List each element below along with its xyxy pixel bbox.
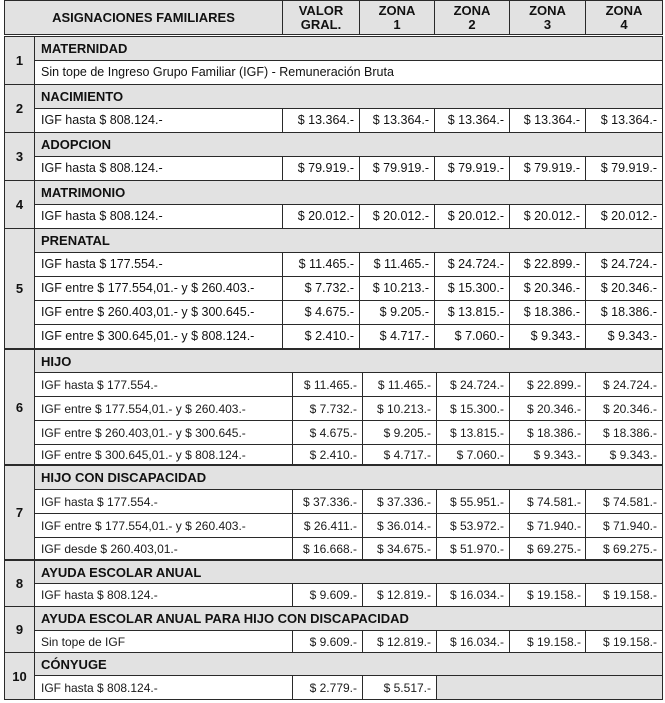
row-label: IGF hasta $ 808.124.- — [34, 204, 283, 229]
value-zona-4: $ 24.724.- — [585, 372, 663, 397]
value-zona-4: $ 71.940.- — [585, 513, 663, 538]
value-zona-1: $ 10.213.- — [362, 396, 437, 421]
value-zona-2: $ 15.300.- — [434, 276, 510, 301]
value-valor-gral: $ 11.465.- — [292, 372, 363, 397]
section-number: 6 — [4, 349, 35, 465]
empty-merged-cell — [436, 675, 663, 700]
row-label: IGF entre $ 300.645,01.- y $ 808.124.- — [34, 444, 293, 465]
value-zona-3: $ 22.899.- — [509, 252, 586, 277]
row-label: IGF hasta $ 808.124.- — [34, 583, 293, 607]
value-zona-3: $ 9.343.- — [509, 444, 586, 465]
row-label: IGF hasta $ 808.124.- — [34, 108, 283, 133]
header-zona-4 — [585, 0, 663, 35]
value-zona-3: $ 74.581.- — [509, 489, 586, 514]
value-zona-4: $ 20.346.- — [585, 276, 663, 301]
value-valor-gral: $ 9.609.- — [292, 630, 363, 653]
value-zona-2: $ 16.034.- — [436, 630, 510, 653]
header-zona-2-line2: 2 — [468, 16, 476, 32]
value-valor-gral: $ 4.675.- — [292, 420, 363, 445]
value-zona-3: $ 20.346.- — [509, 396, 586, 421]
value-zona-2: $ 20.012.- — [434, 204, 510, 229]
header-zona-2-line1: ZONA — [453, 2, 491, 18]
row-label: IGF hasta $ 177.554.- — [34, 372, 293, 397]
value-zona-3: $ 9.343.- — [509, 324, 586, 349]
value-valor-gral: $ 2.410.- — [282, 324, 360, 349]
value-zona-4: $ 24.724.- — [585, 252, 663, 277]
header-zona-1 — [359, 0, 435, 35]
header-valor-gral — [282, 0, 360, 35]
value-zona-3: $ 79.919.- — [509, 156, 586, 181]
value-zona-4: $ 19.158.- — [585, 630, 663, 653]
row-label: IGF entre $ 260.403,01.- y $ 300.645.- — [34, 300, 283, 325]
section-title: PRENATAL — [34, 228, 663, 253]
section-number: 8 — [4, 560, 35, 607]
value-zona-2: $ 13.815.- — [434, 300, 510, 325]
header-zona-4-line2: 4 — [620, 16, 628, 32]
header-zona-3 — [509, 0, 586, 35]
row-label: IGF entre $ 260.403,01.- y $ 300.645.- — [34, 420, 293, 445]
value-zona-2: $ 24.724.- — [434, 252, 510, 277]
value-valor-gral: $ 26.411.- — [292, 513, 363, 538]
value-zona-1: $ 13.364.- — [359, 108, 435, 133]
section-title: AYUDA ESCOLAR ANUAL — [34, 560, 663, 584]
section-number: 3 — [4, 132, 35, 181]
value-zona-2: $ 79.919.- — [434, 156, 510, 181]
row-label: IGF hasta $ 808.124.- — [34, 675, 293, 700]
value-zona-3: $ 71.940.- — [509, 513, 586, 538]
value-zona-4: $ 20.012.- — [585, 204, 663, 229]
header-valor-gral-line1: VALOR — [298, 2, 344, 18]
value-valor-gral: $ 7.732.- — [282, 276, 360, 301]
value-zona-4: $ 18.386.- — [585, 300, 663, 325]
header-zona-4-line1: ZONA — [605, 2, 643, 18]
value-zona-4: $ 19.158.- — [585, 583, 663, 607]
value-zona-4: $ 69.275.- — [585, 537, 663, 560]
value-zona-3: $ 20.012.- — [509, 204, 586, 229]
section-title: NACIMIENTO — [34, 84, 663, 109]
value-zona-1: $ 12.819.- — [362, 630, 437, 653]
header-zona-2 — [434, 0, 510, 35]
header-valor-gral-line2: GRAL. — [300, 16, 342, 32]
value-valor-gral: $ 79.919.- — [282, 156, 360, 181]
value-zona-4: $ 9.343.- — [585, 444, 663, 465]
section-number: 9 — [4, 606, 35, 653]
row-label: IGF entre $ 300.645,01.- y $ 808.124.- — [34, 324, 283, 349]
row-label: IGF hasta $ 177.554.- — [34, 252, 283, 277]
value-zona-3: $ 18.386.- — [509, 300, 586, 325]
section-title: HIJO — [34, 349, 663, 373]
value-zona-4: $ 13.364.- — [585, 108, 663, 133]
value-zona-3: $ 19.158.- — [509, 630, 586, 653]
value-zona-2: $ 13.815.- — [436, 420, 510, 445]
row-label: IGF desde $ 260.403,01.- — [34, 537, 293, 560]
value-zona-1: $ 34.675.- — [362, 537, 437, 560]
section-number: 5 — [4, 228, 35, 349]
row-label: Sin tope de IGF — [34, 630, 293, 653]
value-valor-gral: $ 11.465.- — [282, 252, 360, 277]
value-zona-1: $ 36.014.- — [362, 513, 437, 538]
section-title: MATRIMONIO — [34, 180, 663, 205]
value-zona-1: $ 10.213.- — [359, 276, 435, 301]
value-valor-gral: $ 9.609.- — [292, 583, 363, 607]
value-zona-2: $ 16.034.- — [436, 583, 510, 607]
value-zona-3: $ 13.364.- — [509, 108, 586, 133]
header-zona-1-line1: ZONA — [378, 2, 416, 18]
value-zona-4: $ 74.581.- — [585, 489, 663, 514]
value-zona-4: $ 9.343.- — [585, 324, 663, 349]
value-zona-1: $ 9.205.- — [359, 300, 435, 325]
row-label: IGF entre $ 177.554,01.- y $ 260.403.- — [34, 396, 293, 421]
value-valor-gral: $ 2.779.- — [292, 675, 363, 700]
value-zona-2: $ 13.364.- — [434, 108, 510, 133]
header-title: ASIGNACIONES FAMILIARES — [4, 0, 283, 35]
header-zona-3-line1: ZONA — [529, 2, 566, 18]
value-zona-2: $ 24.724.- — [436, 372, 510, 397]
section-number: 2 — [4, 84, 35, 133]
value-zona-1: $ 9.205.- — [362, 420, 437, 445]
section-number: 1 — [4, 36, 35, 85]
value-zona-2: $ 7.060.- — [436, 444, 510, 465]
header-zona-3-line2: 3 — [543, 16, 552, 32]
section-title: ADOPCION — [34, 132, 663, 157]
header-zona-1-line2: 1 — [393, 16, 401, 32]
row-label: IGF hasta $ 177.554.- — [34, 489, 293, 514]
value-zona-2: $ 15.300.- — [436, 396, 510, 421]
value-valor-gral: $ 13.364.- — [282, 108, 360, 133]
value-zona-4: $ 20.346.- — [585, 396, 663, 421]
value-valor-gral: $ 4.675.- — [282, 300, 360, 325]
section-title: HIJO CON DISCAPACIDAD — [34, 465, 663, 490]
row-label: IGF entre $ 177.554,01.- y $ 260.403.- — [34, 513, 293, 538]
value-valor-gral: $ 37.336.- — [292, 489, 363, 514]
value-zona-1: $ 79.919.- — [359, 156, 435, 181]
section-title: CÓNYUGE — [34, 652, 663, 676]
value-valor-gral: $ 7.732.- — [292, 396, 363, 421]
value-zona-1: $ 12.819.- — [362, 583, 437, 607]
value-zona-1: $ 4.717.- — [359, 324, 435, 349]
row-label: IGF hasta $ 808.124.- — [34, 156, 283, 181]
value-zona-4: $ 79.919.- — [585, 156, 663, 181]
value-zona-3: $ 18.386.- — [509, 420, 586, 445]
value-zona-3: $ 19.158.- — [509, 583, 586, 607]
value-zona-1: $ 5.517.- — [362, 675, 437, 700]
value-valor-gral: $ 16.668.- — [292, 537, 363, 560]
section-number: 4 — [4, 180, 35, 229]
value-zona-1: $ 4.717.- — [362, 444, 437, 465]
value-zona-2: $ 51.970.- — [436, 537, 510, 560]
value-zona-1: $ 20.012.- — [359, 204, 435, 229]
value-zona-1: $ 37.336.- — [362, 489, 437, 514]
value-zona-1: $ 11.465.- — [362, 372, 437, 397]
value-zona-2: $ 7.060.- — [434, 324, 510, 349]
row-label: IGF entre $ 177.554,01.- y $ 260.403.- — [34, 276, 283, 301]
value-valor-gral: $ 2.410.- — [292, 444, 363, 465]
value-zona-2: $ 53.972.- — [436, 513, 510, 538]
value-zona-2: $ 55.951.- — [436, 489, 510, 514]
section-number: 7 — [4, 465, 35, 560]
value-zona-1: $ 11.465.- — [359, 252, 435, 277]
section-title: MATERNIDAD — [34, 36, 663, 61]
value-zona-3: $ 22.899.- — [509, 372, 586, 397]
value-valor-gral: $ 20.012.- — [282, 204, 360, 229]
section-number: 10 — [4, 652, 35, 700]
value-zona-4: $ 18.386.- — [585, 420, 663, 445]
value-zona-3: $ 20.346.- — [509, 276, 586, 301]
value-zona-3: $ 69.275.- — [509, 537, 586, 560]
row-label: Sin tope de Ingreso Grupo Familiar (IGF) - Remuneración Bruta — [34, 60, 663, 85]
section-title: AYUDA ESCOLAR ANUAL PARA HIJO CON DISCAPACIDAD — [34, 606, 663, 631]
